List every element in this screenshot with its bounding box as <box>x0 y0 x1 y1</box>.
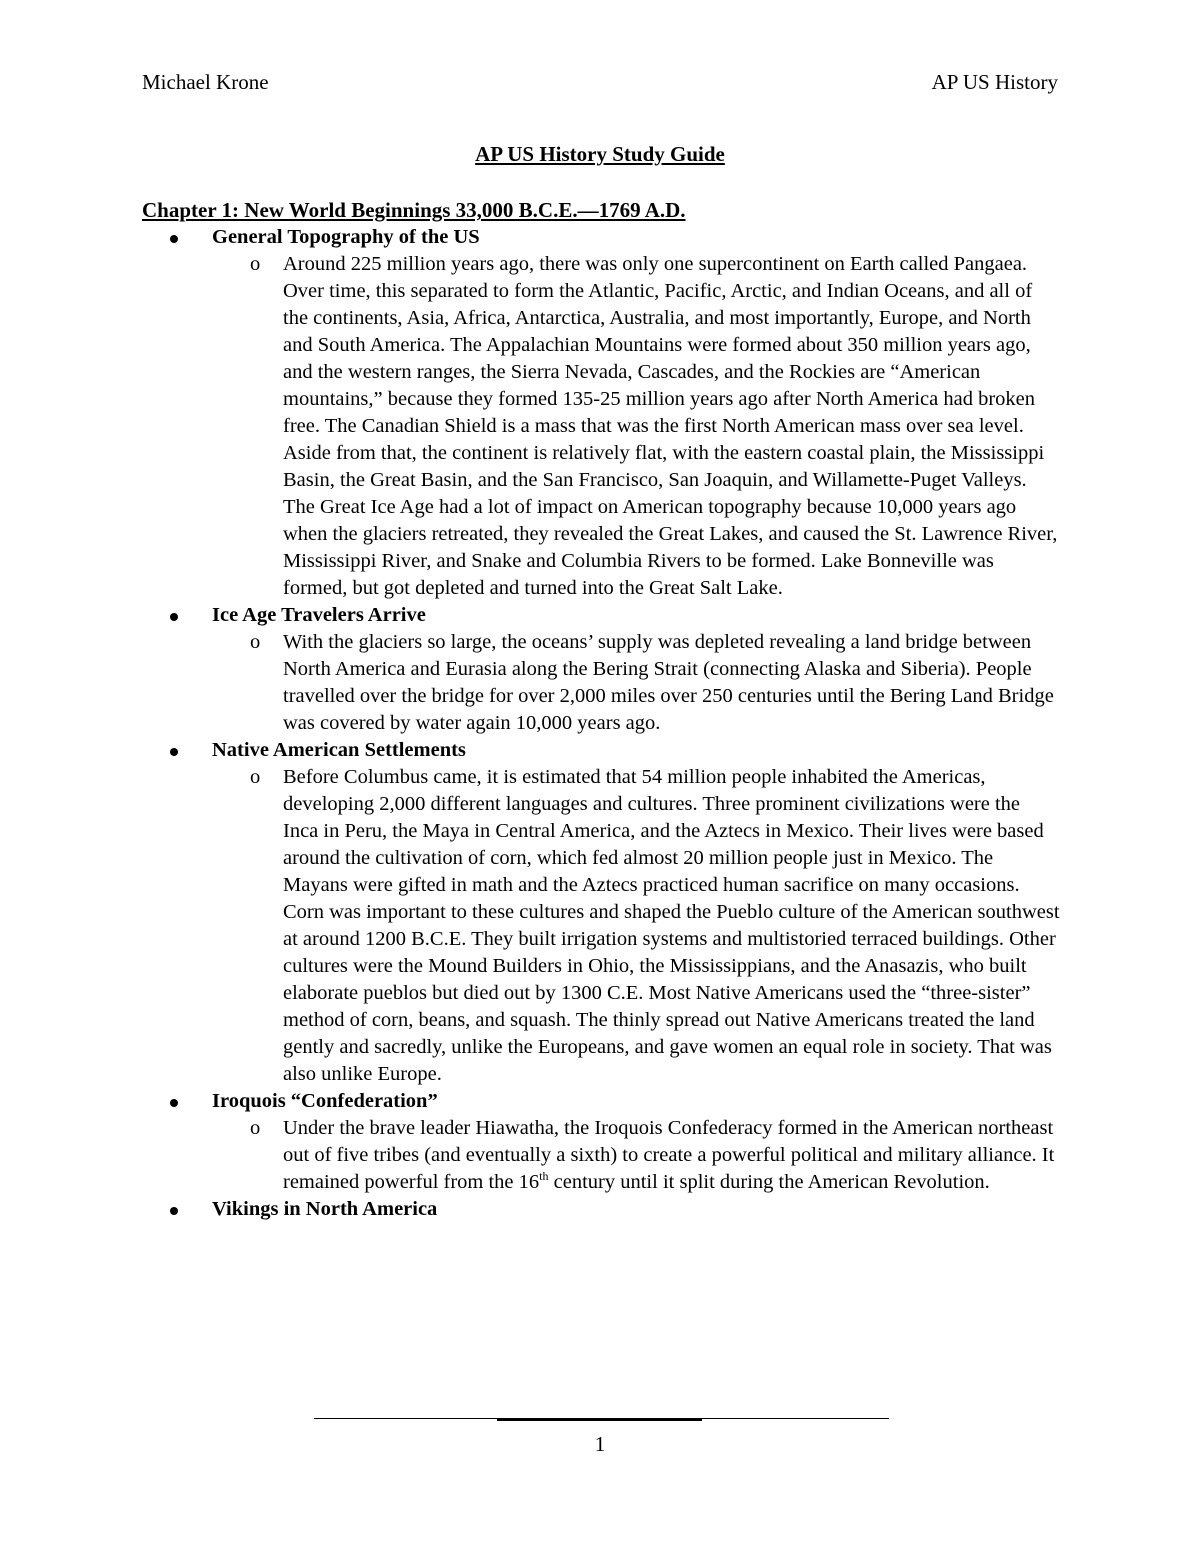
bullet-icon <box>170 235 178 243</box>
bullet-icon <box>170 613 178 621</box>
section-heading <box>142 602 1060 629</box>
bullet-icon <box>170 1207 178 1215</box>
section-heading <box>142 737 1060 764</box>
sub-bullet-marker: o <box>250 253 261 275</box>
chapter-heading: Chapter 1: New World Beginnings 33,000 B.C.E.—1769 A.D. <box>142 198 686 222</box>
paragraph-text-part: Under the brave leader Hiawatha, the Iroquois Confederacy formed in the American northeast out of five tribes (and eventually a sixth) to create a powerful political and military alliance. It remained powerful from the 16 <box>283 1117 1055 1193</box>
section-heading-text: Native American Settlements <box>212 739 466 761</box>
paragraph-text: Around 225 million years ago, there was only one supercontinent on Earth called Pangaea. Over time, this separated to form the Atlantic, Pacific, Arctic, and Indian Oceans, and all of the continents, Asia, Africa, Antarctica, Australia, and most importantly, Europe, and North and South America. The Appalachian Mountains were formed about 350 million years ago, and the western ranges, the Sierra Nevada, Cascades, and the Rockies are “American mountains,” because they formed 135-25 million years ago after North America had broken free. The Canadian Shield is a mass that was the first North American mass over sea level. Aside from that, the continent is relatively flat, with the eastern coastal plain, the Mississippi Basin, the Great Basin, and the San Francisco, San Joaquin, and Willamette-Puget Valleys. The Great Ice Age had a lot of impact on American topography because 10,000 years ago when the glaciers retreated, they revealed the Great Lakes, and caused the St. Lawrence River, Mississippi River, and Snake and Columbia Rivers to be formed. Lake Bonneville was formed, but got depleted and turned into the Great Salt Lake. <box>283 253 1058 599</box>
author-name: Michael Krone <box>142 70 269 94</box>
paragraph-text: With the glaciers so large, the oceans’ supply was depleted revealing a land bridge between North America and Eurasia along the Bering Strait (connecting Alaska and Siberia). People travelled over the bridge for over 2,000 miles over 250 centuries until the Bering Land Bridge was covered by water again 10,000 years ago. <box>283 631 1054 734</box>
section-heading-text: Vikings in North America <box>212 1198 438 1220</box>
section-heading-text: General Topography of the US <box>212 226 480 248</box>
paragraph-text <box>283 1117 1054 1193</box>
section-heading-text: Ice Age Travelers Arrive <box>212 604 426 626</box>
section-paragraph <box>142 1115 1060 1196</box>
document-title: AP US History Study Guide <box>475 142 725 166</box>
document-body <box>142 197 1060 1223</box>
sub-bullet-marker: o <box>250 766 261 788</box>
page-number: 1 <box>594 1432 606 1456</box>
section-heading <box>142 1196 1060 1223</box>
sub-bullet-marker: o <box>250 1117 261 1139</box>
section-heading-text: Iroquois “Confederation” <box>212 1090 438 1112</box>
ordinal-suffix: th <box>539 1169 549 1184</box>
section-heading <box>142 224 1060 251</box>
page-header <box>142 70 1058 95</box>
section-paragraph <box>142 764 1060 1088</box>
course-name: AP US History <box>931 70 1058 94</box>
footer-rule-accent <box>497 1418 702 1421</box>
paragraph-text: Before Columbus came, it is estimated that 54 million people inhabited the Americas, developing 2,000 different languages and cultures. Three prominent civilizations were the Inca in Peru, the Maya in Central America, and the Aztecs in Mexico. Their lives were based around the cultivation of corn, which fed almost 20 million people just in Mexico. The Mayans were gifted in math and the Aztecs practiced human sacrifice on many occasions. Corn was important to these cultures and shaped the Pueblo culture of the American southwest at around 1200 B.C.E. They built irrigation systems and multistoried terraced buildings. Other cultures were the Mound Builders in Ohio, the Mississippians, and the Anasazis, who built elaborate pueblos but died out by 1300 C.E. Most Native Americans used the “three-sister” method of corn, beans, and squash. The thinly spread out Native Americans treated the land gently and sacredly, unlike the Europeans, and gave women an equal role in society. That was also unlike Europe. <box>283 766 1060 1085</box>
bullet-icon <box>170 748 178 756</box>
section-paragraph <box>142 251 1060 602</box>
paragraph-text-part: century until it split during the American Revolution. <box>548 1171 990 1193</box>
bullet-icon <box>170 1099 178 1107</box>
section-paragraph <box>142 629 1060 737</box>
sub-bullet-marker: o <box>250 631 261 653</box>
section-heading <box>142 1088 1060 1115</box>
